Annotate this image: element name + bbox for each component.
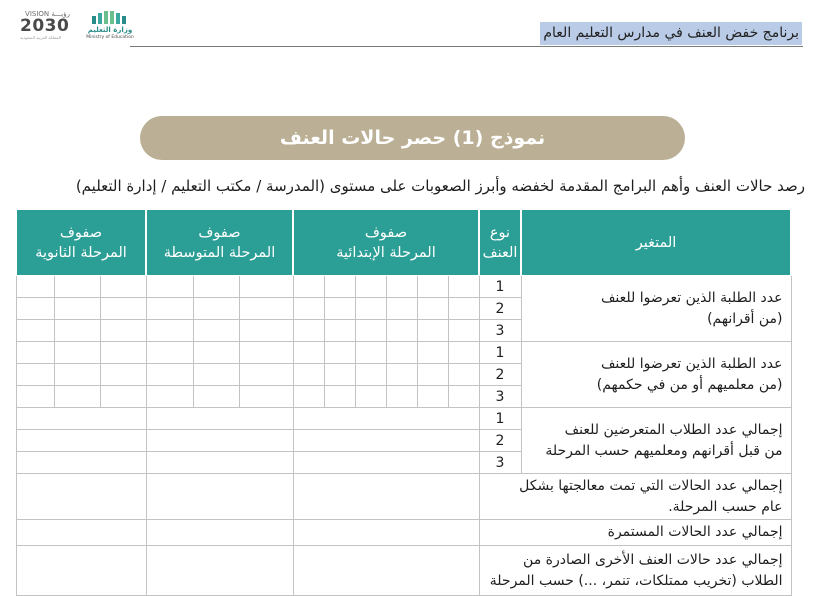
- violence-type-number: 3: [479, 320, 521, 342]
- input-cell[interactable]: [324, 364, 355, 386]
- input-cell[interactable]: [193, 298, 239, 320]
- input-cell[interactable]: [417, 320, 448, 342]
- input-cell[interactable]: [239, 276, 293, 298]
- violence-type-number: 2: [479, 298, 521, 320]
- input-cell[interactable]: [324, 386, 355, 408]
- violence-type-number: 1: [479, 276, 521, 298]
- input-cell[interactable]: [146, 474, 293, 520]
- input-cell[interactable]: [355, 364, 386, 386]
- input-cell[interactable]: [417, 364, 448, 386]
- input-cell[interactable]: [386, 342, 417, 364]
- input-cell[interactable]: [324, 276, 355, 298]
- header-violence-type: نوع العنف: [479, 210, 521, 276]
- input-cell[interactable]: [146, 386, 193, 408]
- input-cell[interactable]: [293, 408, 479, 430]
- violence-type-number: 2: [479, 364, 521, 386]
- input-cell[interactable]: [100, 386, 146, 408]
- input-cell[interactable]: [54, 276, 100, 298]
- vision-subtitle: المملكة العربية السعودية: [20, 35, 62, 40]
- input-cell[interactable]: [100, 298, 146, 320]
- violence-type-number: 1: [479, 342, 521, 364]
- input-cell[interactable]: [355, 386, 386, 408]
- input-cell[interactable]: [293, 298, 324, 320]
- input-cell[interactable]: [239, 298, 293, 320]
- violence-cases-table: [15, 209, 792, 596]
- input-cell[interactable]: [324, 320, 355, 342]
- input-cell[interactable]: [146, 452, 293, 474]
- input-cell[interactable]: [54, 386, 100, 408]
- input-cell[interactable]: [448, 276, 479, 298]
- input-cell[interactable]: [239, 320, 293, 342]
- input-cell[interactable]: [16, 320, 54, 342]
- vision-2030-logo: [20, 10, 70, 46]
- input-cell[interactable]: [448, 386, 479, 408]
- violence-type-number: 3: [479, 452, 521, 474]
- ministry-logo: [84, 10, 136, 41]
- table-row: [16, 474, 791, 520]
- input-cell[interactable]: [146, 520, 293, 546]
- header-middle: صفوف المرحلة المتوسطة: [146, 210, 293, 276]
- input-cell[interactable]: [417, 298, 448, 320]
- input-cell[interactable]: [293, 276, 324, 298]
- ministry-emblem-icon: [90, 10, 130, 26]
- input-cell[interactable]: [146, 408, 293, 430]
- variable-label: عدد الطلبة الذين تعرضوا للعنف (من معلميهم أو من في حكمهم): [521, 342, 791, 408]
- input-cell[interactable]: [448, 320, 479, 342]
- input-cell[interactable]: [355, 276, 386, 298]
- input-cell[interactable]: [146, 364, 193, 386]
- input-cell[interactable]: [448, 364, 479, 386]
- vision-logo-top: VISION رؤيـــة: [25, 10, 70, 18]
- input-cell[interactable]: [193, 386, 239, 408]
- input-cell[interactable]: [54, 320, 100, 342]
- table-row: [16, 342, 791, 364]
- input-cell[interactable]: [293, 430, 479, 452]
- input-cell[interactable]: [386, 320, 417, 342]
- input-cell[interactable]: [146, 430, 293, 452]
- input-cell[interactable]: [239, 342, 293, 364]
- input-cell[interactable]: [193, 342, 239, 364]
- input-cell[interactable]: [16, 276, 54, 298]
- table-row: [16, 408, 791, 430]
- input-cell[interactable]: [293, 520, 479, 546]
- input-cell[interactable]: [324, 342, 355, 364]
- input-cell[interactable]: [193, 276, 239, 298]
- input-cell[interactable]: [386, 298, 417, 320]
- input-cell[interactable]: [355, 342, 386, 364]
- input-cell[interactable]: [386, 364, 417, 386]
- input-cell[interactable]: [146, 276, 193, 298]
- input-cell[interactable]: [100, 320, 146, 342]
- input-cell[interactable]: [386, 386, 417, 408]
- input-cell[interactable]: [293, 546, 479, 596]
- input-cell[interactable]: [417, 342, 448, 364]
- input-cell[interactable]: [146, 342, 193, 364]
- input-cell[interactable]: [193, 320, 239, 342]
- variable-label: عدد الطلبة الذين تعرضوا للعنف (من أقرانهم): [521, 276, 791, 342]
- ministry-name-en: Ministry of Education: [86, 35, 134, 40]
- form-intro: رصد حالات العنف وأهم البرامج المقدمة لخفضه وأبرز الصعوبات على مستوى (المدرسة / مكتب التعليم / إدارة التعليم): [75, 177, 805, 195]
- header-logos: [20, 10, 136, 46]
- input-cell[interactable]: [324, 298, 355, 320]
- variable-label: إجمالي عدد الحالات التي تمت معالجتها بشكل عام حسب المرحلة.: [479, 474, 791, 520]
- input-cell[interactable]: [100, 342, 146, 364]
- input-cell[interactable]: [16, 364, 54, 386]
- violence-type-number: 1: [479, 408, 521, 430]
- header-divider: [130, 46, 803, 47]
- input-cell[interactable]: [16, 386, 54, 408]
- input-cell[interactable]: [54, 298, 100, 320]
- input-cell[interactable]: [54, 364, 100, 386]
- input-cell[interactable]: [16, 298, 54, 320]
- input-cell[interactable]: [448, 298, 479, 320]
- input-cell[interactable]: [100, 364, 146, 386]
- input-cell[interactable]: [293, 474, 479, 520]
- variable-label: إجمالي عدد الطلاب المتعرضين للعنف من قبل أقرانهم ومعلميهم حسب المرحلة: [521, 408, 791, 474]
- input-cell[interactable]: [146, 298, 193, 320]
- input-cell[interactable]: [16, 430, 146, 452]
- input-cell[interactable]: [293, 452, 479, 474]
- ministry-name-ar: وزارة التعليم: [87, 26, 133, 34]
- table-header-row: [16, 210, 791, 276]
- table-row: [16, 546, 791, 596]
- input-cell[interactable]: [146, 320, 193, 342]
- input-cell[interactable]: [16, 342, 54, 364]
- input-cell[interactable]: [293, 342, 324, 364]
- input-cell[interactable]: [293, 364, 324, 386]
- input-cell[interactable]: [448, 342, 479, 364]
- input-cell[interactable]: [355, 320, 386, 342]
- input-cell[interactable]: [146, 546, 293, 596]
- form-title: نموذج (1) حصر حالات العنف: [140, 116, 685, 160]
- input-cell[interactable]: [293, 386, 324, 408]
- vision-year: 2030: [20, 16, 70, 36]
- variable-label: إجمالي عدد الحالات المستمرة: [479, 520, 791, 546]
- input-cell[interactable]: [16, 520, 146, 546]
- variable-label: إجمالي عدد حالات العنف الأخرى الصادرة من الطلاب (تخريب ممتلكات، تنمر، ...) حسب المرحلة: [479, 546, 791, 596]
- violence-type-number: 3: [479, 386, 521, 408]
- input-cell[interactable]: [16, 546, 146, 596]
- input-cell[interactable]: [16, 474, 146, 520]
- input-cell[interactable]: [293, 320, 324, 342]
- input-cell[interactable]: [100, 276, 146, 298]
- violence-type-number: 2: [479, 430, 521, 452]
- input-cell[interactable]: [239, 386, 293, 408]
- input-cell[interactable]: [16, 452, 146, 474]
- input-cell[interactable]: [355, 298, 386, 320]
- header-primary: صفوف المرحلة الإبتدائية: [293, 210, 479, 276]
- input-cell[interactable]: [417, 276, 448, 298]
- input-cell[interactable]: [193, 364, 239, 386]
- input-cell[interactable]: [16, 408, 146, 430]
- table-row: [16, 520, 791, 546]
- input-cell[interactable]: [386, 276, 417, 298]
- header-secondary: صفوف المرحلة الثانوية: [16, 210, 146, 276]
- input-cell[interactable]: [239, 364, 293, 386]
- program-title: برنامج خفض العنف في مدارس التعليم العام: [540, 22, 802, 45]
- input-cell[interactable]: [54, 342, 100, 364]
- header-variable: المتغير: [521, 210, 791, 276]
- input-cell[interactable]: [417, 386, 448, 408]
- table-row: [16, 276, 791, 298]
